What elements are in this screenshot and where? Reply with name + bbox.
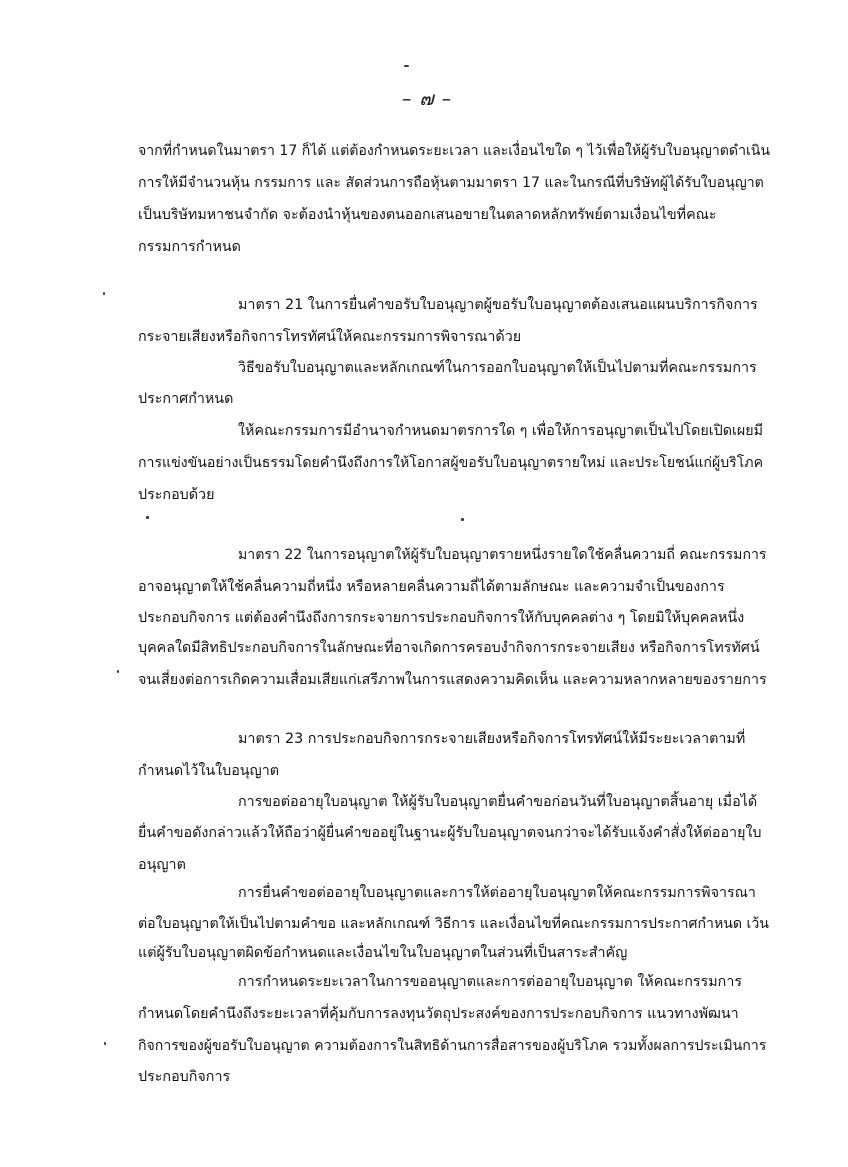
- text-line: อนุญาต: [138, 857, 186, 873]
- text-line: การยื่นคำขอต่ออายุใบอนุญาตและการให้ต่ออายุใบอนุญาตให้คณะกรรมการพิจารณา: [238, 885, 756, 901]
- text-line: กำหนดไว้ในใบอนุญาต: [138, 763, 280, 779]
- text-line: เป็นบริษัทมหาชนจำกัด จะต้องนำหุ้นของตนออกเสนอขายในตลาดหลักทรัพย์ตามเงื่อนไขที่คณะ: [138, 207, 717, 223]
- text-line: ยื่นคำขอดังกล่าวแล้วให้ถือว่าผู้ยื่นคำขออยู่ในฐานะผู้รับใบอนุญาตจนกว่าจะได้รับแจ้งคำสั่งให้ต่ออายุใบ: [138, 825, 762, 841]
- scan-speck: [461, 518, 464, 521]
- text-line: ประกอบกิจการ แต่ต้องคำนึงถึงการกระจายการประกอบกิจการให้กับบุคคลต่าง ๆ โดยมิให้บุคคลหนึ่ง: [138, 610, 745, 626]
- scan-speck: [104, 1042, 106, 1045]
- scan-speck: [404, 65, 409, 67]
- scan-speck: [146, 516, 149, 519]
- text-line: ประกอบกิจการ: [138, 1069, 231, 1085]
- text-line: กิจการของผู้ขอรับใบอนุญาต ความต้องการในสิทธิด้านการสื่อสารของผู้บริโภค รวมทั้งผลการประเมินการ: [138, 1038, 767, 1054]
- text-line: มาตรา 21 ในการยื่นคำขอรับใบอนุญาตผู้ขอรับใบอนุญาตต้องเสนอแผนบริการกิจการ: [238, 297, 758, 313]
- text-line: อาจอนุญาตให้ใช้คลื่นความถี่หนึ่ง หรือหลายคลื่นความถี่ได้ตามลักษณะ และความจำเป็นของการ: [138, 579, 725, 595]
- text-line: การขอต่ออายุใบอนุญาต ให้ผู้รับใบอนุญาตยื่นคำขอก่อนวันที่ใบอนุญาตสิ้นอายุ เมื่อได้: [238, 794, 758, 810]
- text-line: การกำหนดระยะเวลาในการขออนุญาตและการต่ออายุใบอนุญาต ให้คณะกรรมการ: [238, 974, 743, 990]
- text-line: วิธีขอรับใบอนุญาตและหลักเกณฑ์ในการออกใบอนุญาตให้เป็นไปตามที่คณะกรรมการ: [238, 360, 757, 376]
- text-line: บุคคลใดมีสิทธิประกอบกิจการในลักษณะที่อาจเกิดการครอบงำกิจการกระจายเสียง หรือกิจการโทรทัศน์: [138, 640, 760, 656]
- text-line: กระจายเสียงหรือกิจการโทรทัศน์ให้คณะกรรมการพิจารณาด้วย: [138, 329, 522, 345]
- scan-speck: [117, 670, 119, 673]
- text-line: มาตรา 22 ในการอนุญาตให้ผู้รับใบอนุญาตรายหนึ่งรายใดใช้คลื่นความถี่ คณะกรรมการ: [238, 547, 767, 563]
- scan-speck: [103, 292, 105, 295]
- text-line: มาตรา 23 การประกอบกิจการกระจายเสียงหรือกิจการโทรทัศน์ให้มีระยะเวลาตามที่: [238, 731, 746, 747]
- text-line: การให้มีจำนวนหุ้น กรรมการ และ สัดส่วนการถือหุ้นตามมาตรา 17 และในกรณีที่บริษัทผู้ได้รับใบอนุญาต: [138, 175, 764, 191]
- text-line: จากที่กำหนดในมาตรา 17 ก็ได้ แต่ต้องกำหนดระยะเวลา และเงื่อนไขใด ๆ ไว้เพื่อให้ผู้รับใบอนุญาตดำเนิน: [138, 143, 771, 159]
- text-line: ประกอบด้วย: [138, 487, 215, 503]
- text-line: ให้คณะกรรมการมีอำนาจกำหนดมาตรการใด ๆ เพื่อให้การอนุญาตเป็นไปโดยเปิดเผยมี: [238, 423, 764, 439]
- text-line: การแข่งขันอย่างเป็นธรรมโดยคำนึงถึงการให้โอกาสผู้ขอรับใบอนุญาตรายใหม่ และประโยชน์แก่ผู้บริโภค: [138, 455, 764, 471]
- text-line: กรรมการกำหนด: [138, 239, 241, 255]
- text-line: จนเสี่ยงต่อการเกิดความเสื่อมเสียแก่เสรีภาพในการแสดงความคิดเห็น และความหลากหลายของรายการ: [138, 672, 767, 688]
- text-line: กำหนดโดยคำนึงถึงระยะเวลาที่คุ้มกับการลงทุนวัตถุประสงค์ของการประกอบกิจการ แนวทางพัฒนา: [138, 1006, 739, 1022]
- page-number: – ๗ –: [401, 88, 453, 110]
- text-line: ประกาศกำหนด: [138, 391, 234, 407]
- text-line: ต่อใบอนุญาตให้เป็นไปตามคำขอ และหลักเกณฑ์ วิธีการ และเงื่อนไขที่คณะกรรมการประกาศกำหนด เว้น: [138, 916, 769, 932]
- text-line: แต่ผู้รับใบอนุญาตผิดข้อกำหนดและเงื่อนไขในใบอนุญาตในส่วนที่เป็นสาระสำคัญ: [138, 945, 628, 961]
